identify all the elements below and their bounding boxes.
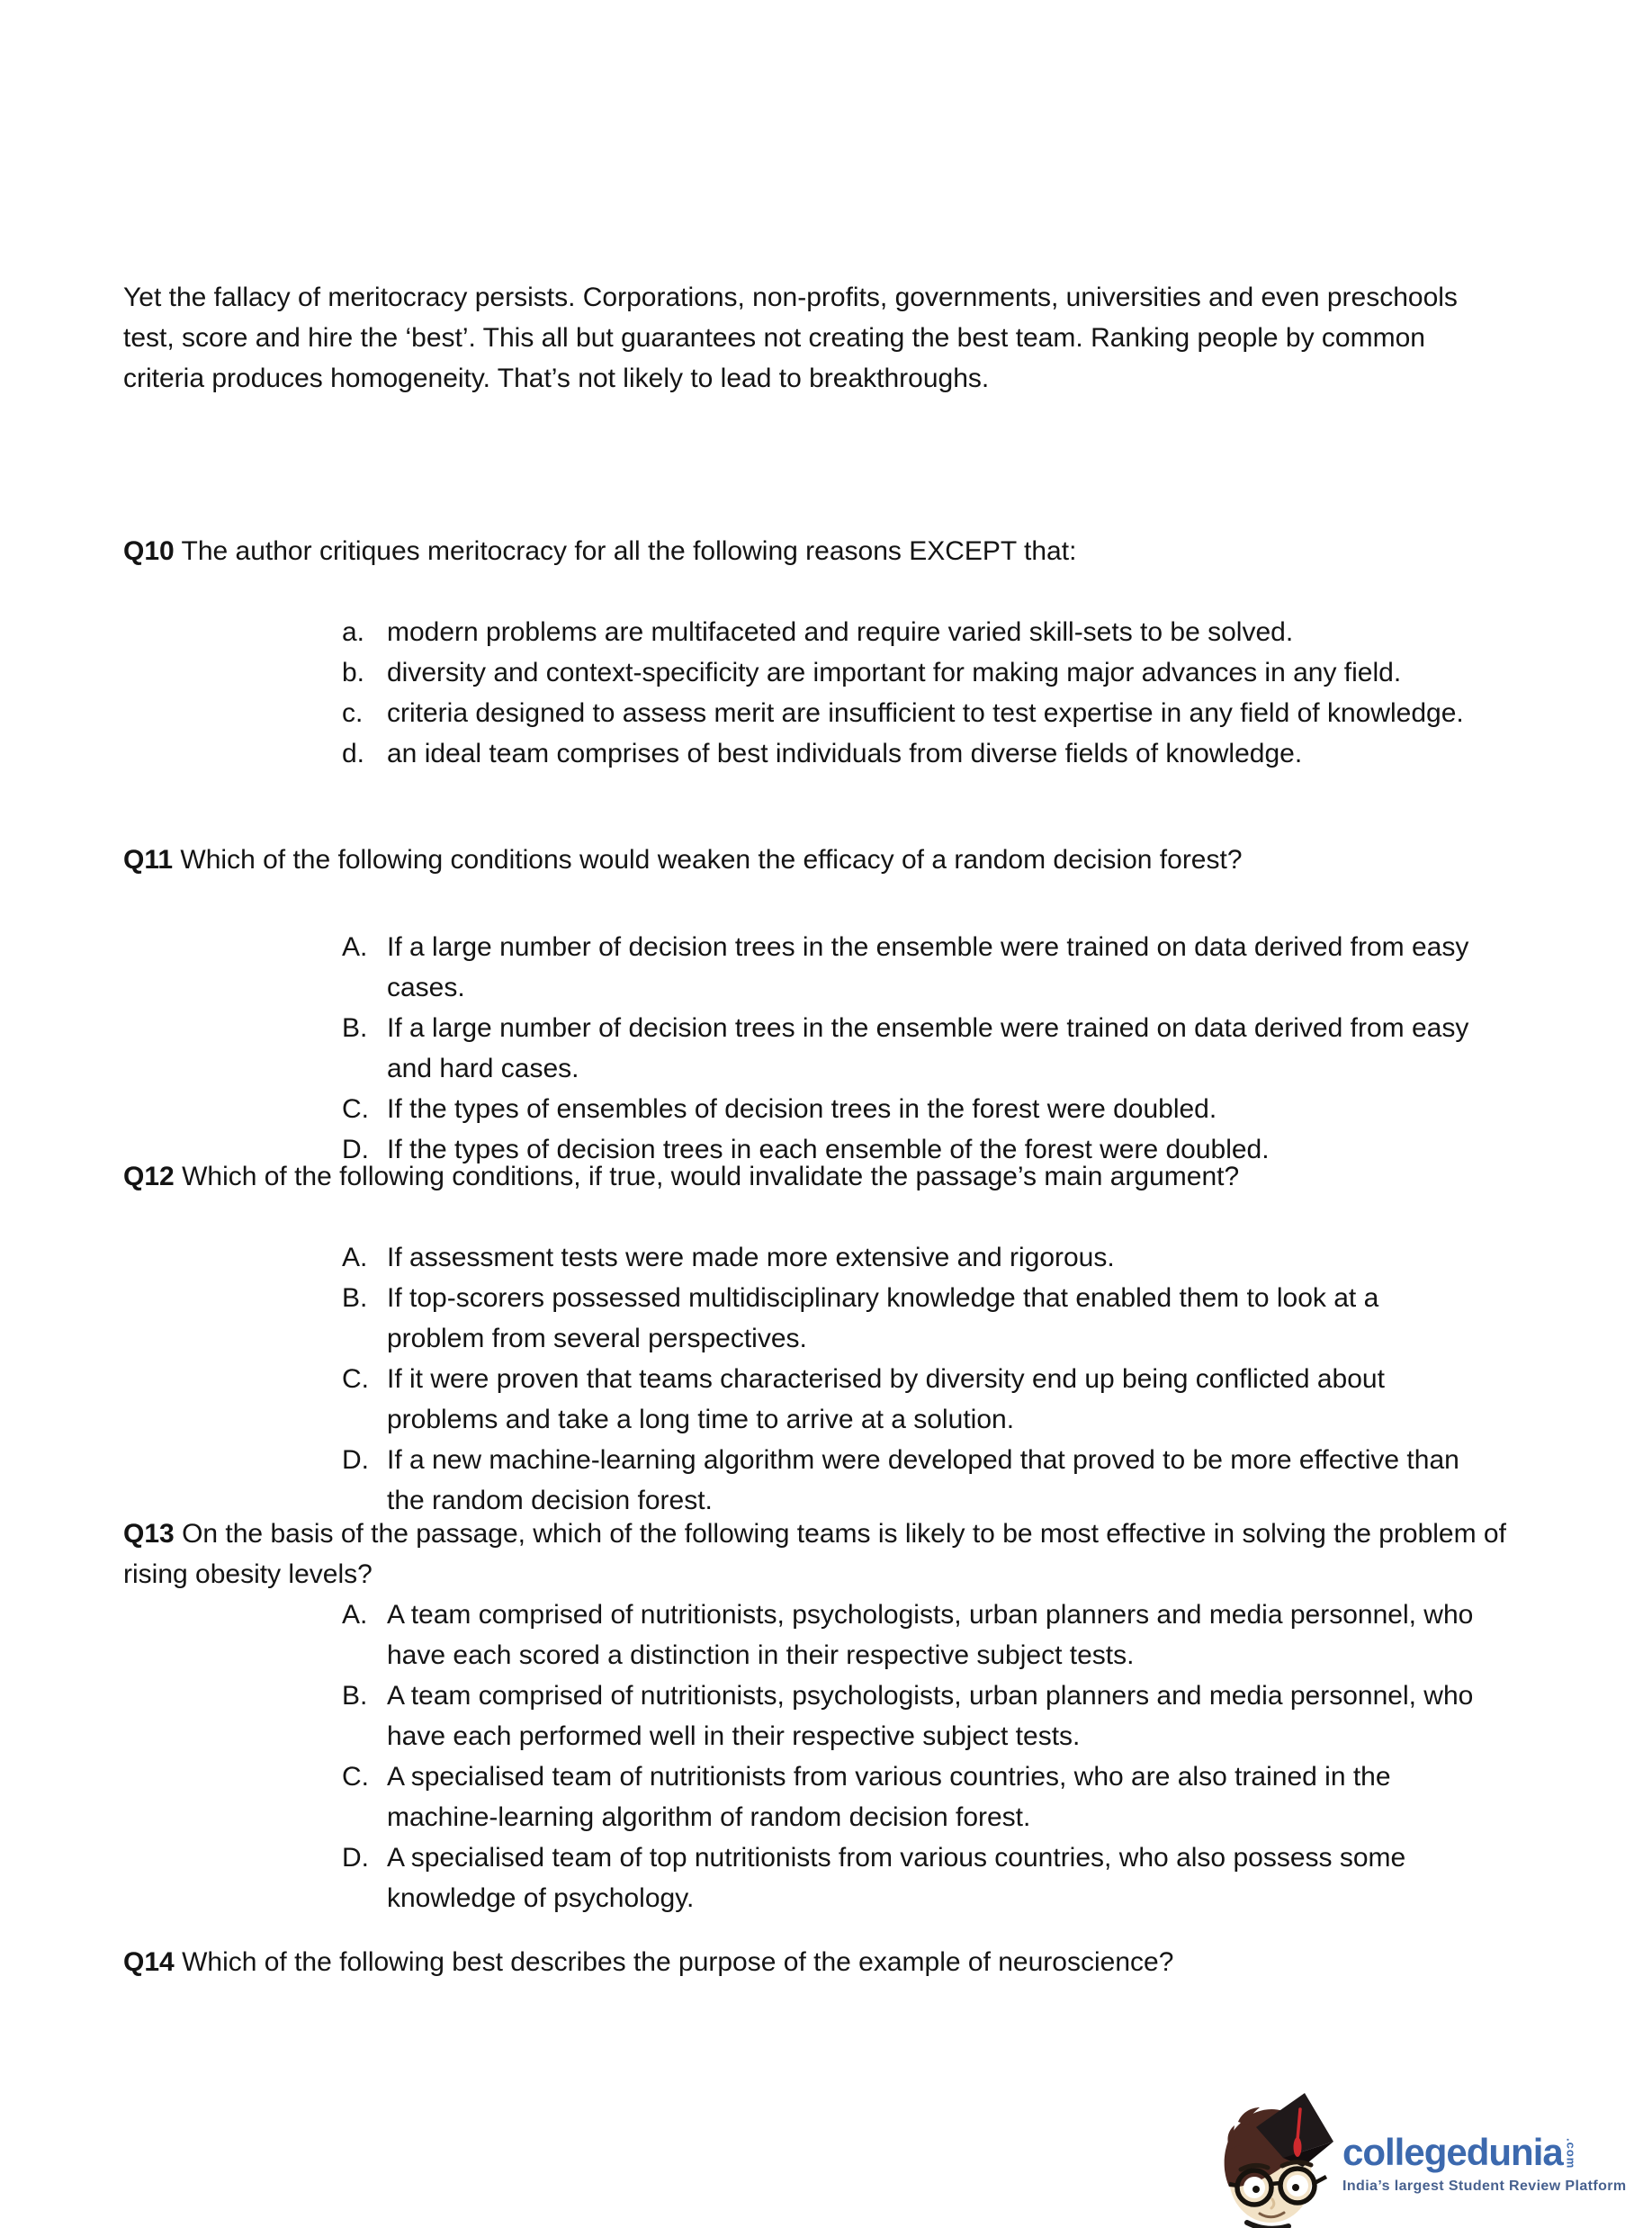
option-row [342,1359,1485,1440]
option-marker: C. [342,1094,369,1124]
option-marker: C. [342,1364,369,1394]
option-row [342,927,1485,1008]
question-line [123,531,1513,571]
mascot-student-icon [1217,2086,1335,2228]
option-marker: C. [342,1762,369,1792]
option-text: If a new machine-learning algorithm were developed that proved to be more effective than the random decision forest. [387,1445,1459,1515]
option-text: If the types of decision trees in each ensemble of the forest were doubled. [387,1135,1270,1164]
option-marker: B. [342,1283,368,1313]
option-text: A specialised team of top nutritionists from various countries, who also possess some knowledge of psychology. [387,1843,1406,1913]
option-row [342,1440,1485,1521]
option-text: modern problems are multifaceted and require varied skill-sets to be solved. [387,617,1294,647]
q13-options [342,1595,1485,1918]
option-text: If it were proven that teams characterised by diversity end up being conflicted about problems and take a long time to arrive at a solution. [387,1364,1385,1434]
option-row [342,1008,1485,1089]
question-text: Which of the following conditions would weaken the efficacy of a random decision forest? [180,845,1243,875]
q11-options [342,927,1485,1170]
brand-name: collegedunia [1342,2131,1563,2173]
option-text: diversity and context-specificity are important for making major advances in any field. [387,658,1402,687]
question-q10 [123,531,1527,774]
option-row [342,612,1485,652]
brand-row [1342,2131,1639,2174]
q12-options [342,1237,1485,1521]
option-text: If a large number of decision trees in the ensemble were trained on data derived from easy cases. [387,932,1469,1002]
option-row [342,1595,1485,1675]
question-number: Q12 [123,1162,175,1191]
option-row [342,1675,1485,1756]
question-line [123,1514,1513,1595]
question-number: Q11 [123,845,174,875]
option-row [342,693,1485,733]
logo-text-block [1342,2131,1639,2195]
option-row [342,1837,1485,1918]
option-marker: A. [342,932,368,962]
q10-options [342,612,1485,774]
option-row [342,652,1485,693]
option-marker: B. [342,1681,368,1711]
option-text: If a large number of decision trees in the ensemble were trained on data derived from easy and hard cases. [387,1013,1469,1083]
passage-text: Yet the fallacy of meritocracy persists. Corporations, non-profits, governments, universities and even preschools test, score and hire the ‘best’. This all but guarantees not creating the best team. Ranking people by common criteria produces homogeneity. That’s not likely to lead to breakthroughs. [123,283,1458,393]
question-line [123,1156,1513,1197]
option-text: A team comprised of nutritionists, psychologists, urban planners and media personnel, who have each performed well in their respective subject tests. [387,1681,1474,1751]
question-text: Which of the following best describes the purpose of the example of neuroscience? [182,1947,1174,1977]
option-text: A team comprised of nutritionists, psychologists, urban planners and media personnel, who have each scored a distinction in their respective subject tests. [387,1600,1474,1670]
option-text: If top-scorers possessed multidisciplinary knowledge that enabled them to look at a problem from several perspectives. [387,1283,1379,1353]
option-row [342,733,1485,774]
question-q11 [123,840,1527,1170]
option-marker: A. [342,1243,368,1272]
option-text: an ideal team comprises of best individuals from diverse fields of knowledge. [387,739,1303,768]
question-number: Q13 [123,1519,175,1549]
question-number: Q14 [123,1947,175,1977]
option-row [342,1756,1485,1837]
question-number: Q10 [123,536,175,566]
option-text: criteria designed to assess merit are insufficient to test expertise in any field of knowledge. [387,698,1464,728]
option-text: If assessment tests were made more extensive and rigorous. [387,1243,1115,1272]
question-line [123,1942,1513,1982]
brand-domain-suffix: .com [1564,2138,1578,2170]
question-q13 [123,1514,1527,1918]
option-text: If the types of ensembles of decision trees in the forest were doubled. [387,1094,1217,1124]
option-marker: D. [342,1445,369,1475]
option-marker: A. [342,1600,368,1630]
option-text: A specialised team of nutritionists from various countries, who are also trained in the machine-learning algorithm of random decision forest. [387,1762,1391,1832]
option-marker: b. [342,658,365,687]
question-text: Which of the following conditions, if true, would invalidate the passage’s main argument? [182,1162,1240,1191]
brand-tagline: India’s largest Student Review Platform [1342,2179,1627,2194]
option-marker: B. [342,1013,368,1043]
question-q14 [123,1942,1527,1982]
option-marker: d. [342,739,365,768]
option-row [342,1237,1485,1278]
question-q12 [123,1156,1527,1521]
option-marker: D. [342,1843,369,1873]
option-marker: D. [342,1135,369,1164]
option-marker: c. [342,698,364,728]
collegedunia-logo [1217,2086,1639,2228]
question-line [123,840,1513,880]
question-text: The author critiques meritocracy for all the following reasons EXCEPT that: [181,536,1077,566]
option-marker: a. [342,617,365,647]
option-row [342,1089,1485,1129]
question-text: On the basis of the passage, which of the following teams is likely to be most effective in solving the problem of rising obesity levels? [123,1519,1506,1589]
option-row [342,1278,1485,1359]
